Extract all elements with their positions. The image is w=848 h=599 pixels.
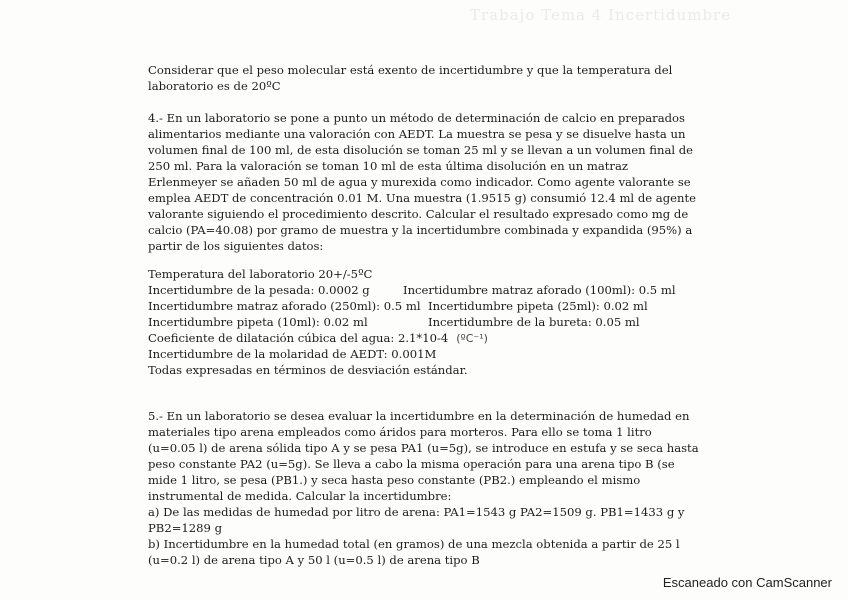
faded-header-text: Trabajo Tema 4 Incertidumbre — [470, 6, 732, 24]
problem-4-line: emplea AEDT de concentración 0.01 M. Una muestra (1.9515 g) consumió 12.4 ml de agente — [148, 191, 696, 205]
problem-4-line: partir de los siguientes datos: — [148, 239, 324, 253]
problem-4-line: calcio (PA=40.08) por gramo de muestra y la incertidumbre combinada y expandida (95%) a — [148, 223, 693, 237]
intro-paragraph — [148, 62, 693, 94]
problem-5-line: instrumental de medida. Calcular la incertidumbre: — [148, 489, 452, 503]
problem-5-line: mide 1 litro, se pesa (PB1.) y seca hasta peso constante (PB2.) empleando el mismo — [148, 473, 641, 487]
problem-5-line: materiales tipo arena empleados como áridos para morteros. Para ello se toma 1 litro — [148, 425, 652, 439]
uncertainty-flask-100: Incertidumbre matraz aforado (100ml): 0.5 ml — [403, 283, 676, 297]
intro-line: laboratorio es de 20ºC — [148, 79, 281, 93]
problem-5-line: (u=0.05 l) de arena sólida tipo A y se pesa PA1 (u=5g), se introduce en estufa y se seca hasta — [148, 441, 699, 455]
problem-5-line: PB2=1289 g — [148, 521, 223, 535]
problem-4-line: 250 ml. Para la valoración se toman 10 ml de esta última disolución en un matraz — [148, 159, 628, 173]
temperature-line: Temperatura del laboratorio 20+/-5ºC — [148, 267, 373, 281]
uncertainty-pipette-10: Incertidumbre pipeta (10ml): 0.02 ml — [148, 315, 368, 329]
dilation-coefficient: Coeficiente de dilatación cúbica del agua: 2.1*10-4 — [148, 331, 449, 345]
problem-4-line: Erlenmeyer se añaden 50 ml de agua y murexida como indicador. Como agente valorante se — [148, 175, 691, 189]
problem-5-line: b) Incertidumbre en la humedad total (en gramos) de una mezcla obtenida a partir de 25 l — [148, 537, 680, 551]
problem-5-line: (u=0.2 l) de arena tipo A y 50 l (u=0.5 l) de arena tipo B — [148, 553, 480, 567]
problem-4-line: 4.- En un laboratorio se pone a punto un método de determinación de calcio en preparados — [148, 111, 685, 125]
problem-4-line: alimentarios mediante una valoración con AEDT. La muestra se pesa y se disuelve hasta un — [148, 127, 686, 141]
camscanner-watermark: Escaneado con CamScanner — [662, 575, 832, 590]
problem-4-paragraph — [148, 110, 696, 254]
uncertainty-weighing: Incertidumbre de la pesada: 0.0002 g — [148, 283, 370, 297]
problem-4-line: valorante siguiendo el procedimiento descrito. Calcular el resultado expresado como mg de — [148, 207, 689, 221]
problem-5-line: 5.- En un laboratorio se desea evaluar la incertidumbre en la determinación de humedad en — [148, 409, 690, 423]
standard-deviation-note: Todas expresadas en términos de desviación estándar. — [148, 363, 468, 377]
problem-5-line: a) De las medidas de humedad por litro de arena: PA1=1543 g PA2=1509 g. PB1=1433 g y — [148, 505, 685, 519]
problem-4-data — [148, 266, 693, 378]
intro-line: Considerar que el peso molecular está exento de incertidumbre y que la temperatura del — [148, 63, 673, 77]
handwritten-note: (ºC⁻¹) — [456, 332, 488, 345]
problem-5-paragraph — [148, 408, 699, 568]
problem-4-line: volumen final de 100 ml, de esta disolución se toman 25 ml y se llevan a un volumen final de — [148, 143, 694, 157]
molarity-uncertainty: Incertidumbre de la molaridad de AEDT: 0.001M — [148, 347, 437, 361]
uncertainty-burette: Incertidumbre de la bureta: 0.05 ml — [428, 315, 640, 329]
problem-5-line: peso constante PA2 (u=5g). Se lleva a cabo la misma operación para una arena tipo B (se — [148, 457, 675, 471]
uncertainty-pipette-25: Incertidumbre pipeta (25ml): 0.02 ml — [428, 299, 648, 313]
uncertainty-flask-250: Incertidumbre matraz aforado (250ml): 0.5 ml — [148, 299, 421, 313]
